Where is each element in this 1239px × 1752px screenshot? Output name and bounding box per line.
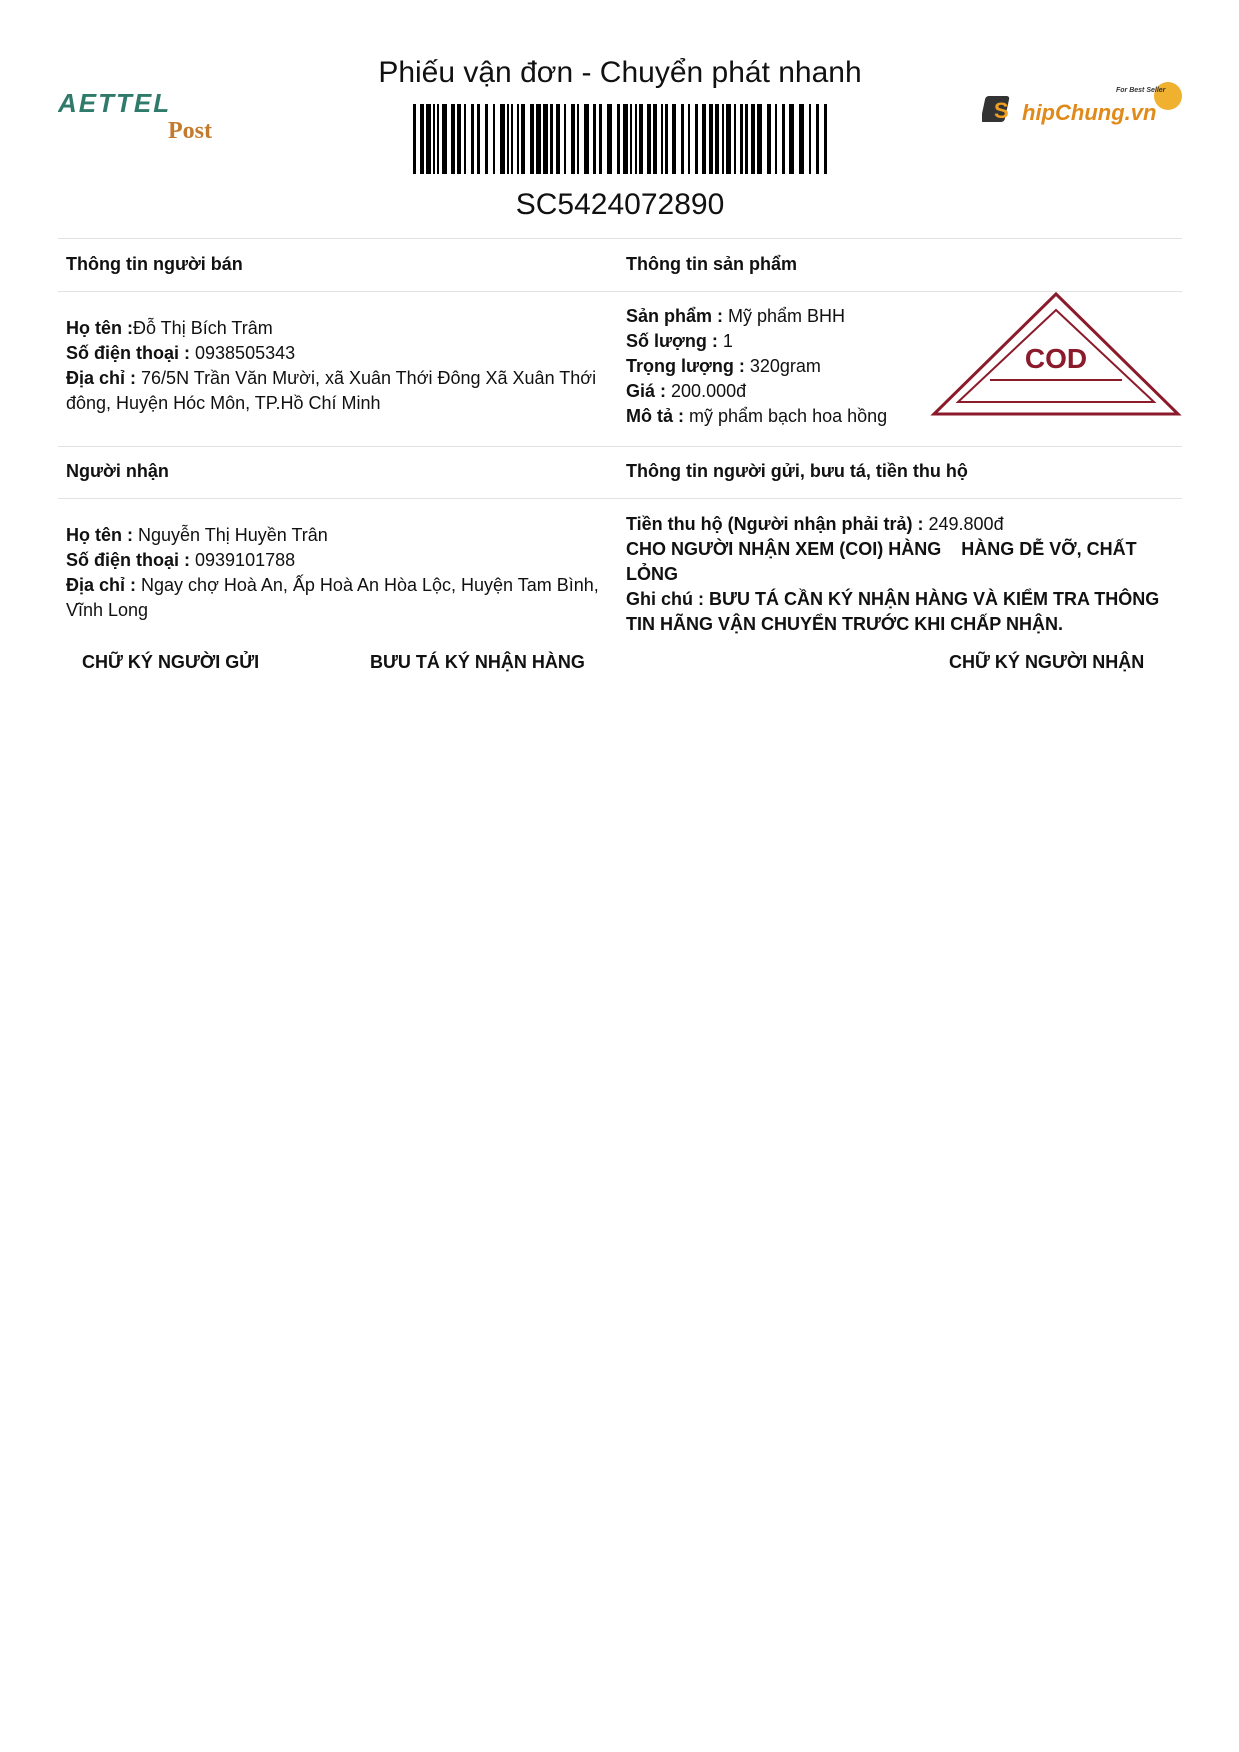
postman-signature-label: BƯU TÁ KÝ NHẬN HÀNG	[370, 652, 585, 672]
barcode-bar	[577, 104, 579, 174]
barcode-bar	[688, 104, 690, 174]
barcode-bar	[789, 104, 794, 174]
cod-stamp	[930, 290, 1182, 422]
product-heading: Thông tin sản phẩm	[626, 254, 797, 274]
shipchung-logo	[982, 76, 1182, 136]
receiver-phone: 0939101788	[195, 550, 296, 570]
barcode-bar	[556, 104, 560, 174]
field-label: Mô tả :	[626, 406, 684, 426]
barcode-bar	[653, 104, 657, 174]
receiver-heading: Người nhận	[66, 461, 169, 481]
barcode-bar	[630, 104, 632, 174]
field-label: Địa chỉ :	[66, 368, 137, 388]
barcode-bar	[635, 104, 637, 174]
svg-text:Post: Post	[168, 118, 212, 144]
barcode-bar	[477, 104, 480, 174]
svg-text:AETTEL: AETTEL	[58, 88, 172, 118]
seller-address: 76/5N Trần Văn Mười, xã Xuân Thới Đông Xã Xuân Thới đông, Huyện Hóc Môn, TP.Hồ Chí Minh	[66, 368, 597, 413]
waybill-header	[58, 48, 1182, 228]
cod-amount: 249.800đ	[928, 514, 1004, 534]
field-label: Trọng lượng :	[626, 356, 745, 376]
field-label: Sản phẩm :	[626, 306, 724, 326]
seller-name: Đỗ Thị Bích Trâm	[133, 318, 273, 338]
cod-stamp-label: COD	[1024, 343, 1088, 374]
barcode-bar	[639, 104, 643, 174]
sender-signature-label: CHỮ KÝ NGƯỜI GỬI	[82, 652, 260, 672]
barcode-bar	[521, 104, 525, 174]
barcode-bar	[536, 104, 541, 174]
barcode-bar	[816, 104, 819, 174]
field-label: Số điện thoại :	[66, 550, 190, 570]
barcode-bar	[799, 104, 804, 174]
field-label: Ghi chú :	[626, 589, 704, 609]
barcode-bar	[599, 104, 602, 174]
product-weight: 320gram	[749, 356, 821, 376]
barcode-bar	[593, 104, 596, 174]
barcode-bar	[681, 104, 684, 174]
divider	[58, 238, 1182, 239]
barcode-bar	[511, 104, 513, 174]
barcode-bar	[550, 104, 553, 174]
barcode-bar	[751, 104, 755, 174]
barcode-bar	[767, 104, 771, 174]
field-label: Họ tên :	[66, 318, 133, 338]
barcode-bar	[564, 104, 566, 174]
barcode-bar	[726, 104, 731, 174]
svg-text:S: S	[994, 98, 1009, 123]
barcode-bar	[775, 104, 777, 174]
barcode-bar	[420, 104, 424, 174]
barcode-bar	[722, 104, 724, 174]
barcode-bar	[665, 104, 668, 174]
delivery-info	[626, 512, 1166, 637]
barcode-bar	[433, 104, 435, 174]
barcode-bar	[543, 104, 548, 174]
field-label: Địa chỉ :	[66, 575, 137, 595]
barcode-bar	[702, 104, 706, 174]
barcode-bar	[571, 104, 575, 174]
barcode-bar	[607, 104, 612, 174]
viettel-post-logo	[58, 84, 238, 144]
seller-heading: Thông tin người bán	[66, 254, 243, 274]
barcode-bar	[500, 104, 505, 174]
receiver-signature-label: CHỮ KÝ NGƯỜI NHẬN	[949, 652, 1145, 672]
seller-info	[66, 316, 614, 416]
barcode-bar	[507, 104, 509, 174]
receiver-info	[66, 523, 618, 623]
barcode-bar	[782, 104, 785, 174]
svg-text:For Best Seller: For Best Seller	[1116, 87, 1166, 94]
barcode-bar	[413, 104, 416, 174]
barcode-bar	[493, 104, 495, 174]
barcode-bar	[647, 104, 651, 174]
barcode-bar	[517, 104, 519, 174]
receiver-name: Nguyễn Thị Huyền Trân	[138, 525, 328, 545]
barcode-bar	[824, 104, 827, 174]
delivery-note: BƯU TÁ CẦN KÝ NHẬN HÀNG VÀ KIỂM TRA THÔNG TIN HÃNG VẬN CHUYỂN TRƯỚC KHI CHẤP NHẬN.	[626, 589, 1160, 634]
barcode-bar	[623, 104, 628, 174]
barcode-bar	[809, 104, 811, 174]
barcode-bar	[734, 104, 736, 174]
barcode-bar	[715, 104, 719, 174]
barcode-bar	[617, 104, 620, 174]
delivery-heading: Thông tin người gửi, bưu tá, tiền thu hộ	[626, 461, 968, 481]
svg-text:hipChung.vn: hipChung.vn	[1022, 100, 1157, 125]
product-quantity: 1	[722, 331, 733, 351]
barcode-bar	[740, 104, 743, 174]
barcode-bar	[471, 104, 474, 174]
barcode-bar	[442, 104, 447, 174]
field-label: Họ tên :	[66, 525, 133, 545]
tracking-code: SC5424072890	[515, 188, 725, 221]
barcode-bar	[426, 104, 431, 174]
barcode-bar	[451, 104, 455, 174]
product-price: 200.000đ	[671, 381, 747, 401]
barcode-bar	[661, 104, 663, 174]
barcode-bar	[530, 104, 534, 174]
product-name: Mỹ phẩm BHH	[728, 306, 846, 326]
barcode-bar	[745, 104, 748, 174]
divider	[58, 446, 1182, 447]
barcode-bar	[695, 104, 698, 174]
barcode-bar	[709, 104, 713, 174]
divider	[58, 498, 1182, 499]
barcode-bar	[457, 104, 461, 174]
field-label: Tiền thu hộ (Người nhận phải trả) :	[626, 514, 924, 534]
field-label: Số điện thoại :	[66, 343, 190, 363]
delivery-instruction: CHO NGƯỜI NHẬN XEM (COI) HÀNG HÀNG DỄ VỠ, CHẤT LỎNG	[626, 539, 1142, 584]
document-title: Phiếu vận đơn - Chuyển phát nhanh	[378, 56, 862, 89]
barcode-bar	[584, 104, 589, 174]
field-label: Số lượng :	[626, 331, 718, 351]
receiver-address: Ngay chợ Hoà An, Ấp Hoà An Hòa Lộc, Huyện Tam Bình, Vĩnh Long	[66, 575, 599, 620]
product-info	[626, 304, 926, 429]
barcode	[413, 104, 828, 174]
seller-phone: 0938505343	[195, 343, 296, 363]
product-description: mỹ phẩm bạch hoa hồng	[689, 406, 888, 426]
barcode-bar	[757, 104, 762, 174]
barcode-bar	[672, 104, 676, 174]
barcode-bar	[437, 104, 439, 174]
barcode-bar	[485, 104, 488, 174]
field-label: Giá :	[626, 381, 667, 401]
barcode-bar	[464, 104, 466, 174]
